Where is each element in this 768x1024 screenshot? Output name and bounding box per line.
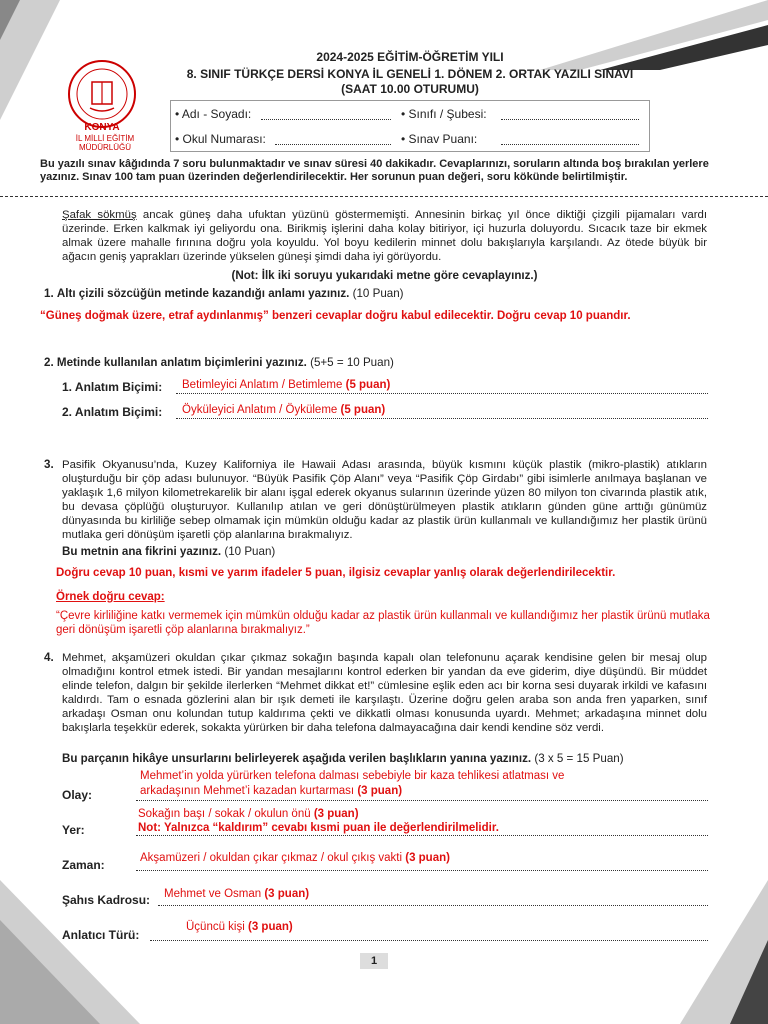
question-3: Bu metnin ana fikrini yazınız. (10 Puan): [62, 545, 276, 558]
question-1: 1. Altı çizili sözcüğün metinde kazandığı anlamı yazınız. (10 Puan): [44, 287, 404, 300]
exam-instructions: Bu yazılı sınav kâğıdında 7 soru bulunmaktadır ve sınav süresi 40 dakikadır. Cevaplarınızı, soruların altında boş bırakılan yerlere yazınız. Sınav 100 tam puan üzerinden değerlendirilecektir. Her sorunun puan değeri, soru kökünde belirtilmiştir.: [40, 158, 709, 183]
passage-1: [62, 208, 707, 264]
q2-item2-answer: Öyküleyici Anlatım / Öyküleme (5 puan): [182, 404, 386, 416]
page-number: 1: [360, 953, 388, 969]
header-exam-title: 8. SINIF TÜRKÇE DERSİ KONYA İL GENELİ 1. DÖNEM 2. ORTAK YAZILI SINAVI: [186, 67, 634, 81]
olay-answer-1: Mehmet’in yolda yürürken telefona dalması sebebiyle bir kaza tehlikesi atlatması ve: [140, 770, 565, 782]
score-label: • Sınav Puanı:: [401, 132, 478, 146]
name-label: • Adı - Soyadı:: [175, 107, 252, 121]
yer-line[interactable]: [136, 835, 708, 836]
answer-1: “Güneş doğmak üzere, etraf aydınlanmış” benzeri cevaplar doğru kabul edilecektir. Doğru cevap 10 puandır.: [40, 310, 631, 322]
q2-item1-label: 1. Anlatım Biçimi:: [62, 380, 163, 394]
name-field[interactable]: [261, 119, 391, 120]
zaman-label: Zaman:: [62, 858, 105, 872]
number-field[interactable]: [275, 144, 391, 145]
logo-name: KONYA: [84, 122, 120, 133]
note-first-two: (Not: İlk iki soruyu yukarıdaki metne göre cevaplayınız.): [231, 269, 538, 282]
sahis-line[interactable]: [158, 905, 708, 906]
anlatici-label: Anlatıcı Türü:: [62, 928, 140, 942]
question-4: Bu parçanın hikâye unsurlarını belirleyerek aşağıda verilen başlıkların yanına yazınız. (3 x 5 = 15 Puan): [62, 752, 624, 765]
dashed-divider: [0, 196, 768, 197]
q4-number: 4.: [44, 651, 54, 664]
ministry-logo-icon: [66, 58, 138, 130]
sahis-label: Şahıs Kadrosu:: [62, 893, 151, 907]
score-field[interactable]: [501, 144, 639, 145]
header-session: (SAAT 10.00 OTURUMU): [341, 82, 479, 96]
yer-note: Not: Yalnızca “kaldırım” cevabı kısmi puan ile değerlendirilmelidir.: [138, 822, 499, 834]
class-field[interactable]: [501, 119, 639, 120]
zaman-line[interactable]: [136, 870, 708, 871]
anlatici-line[interactable]: [150, 940, 708, 941]
q2-item2-label: 2. Anlatım Biçimi:: [62, 405, 163, 419]
example-answer: “Çevre kirliliğine katkı vermemek için mümkün olduğu kadar az plastik ürün kullanmalı ve kullandığımız her plastik ürünü mutlaka geri dönüşüm işaretli çöp alanlarına bırakmalıyız.”: [56, 610, 710, 636]
answer-3-rubric: Doğru cevap 10 puan, kısmi ve yarım ifadeler 5 puan, ilgisiz cevaplar yanlış olarak değerlendirilecektir.: [56, 567, 616, 579]
q2-item2-line[interactable]: [176, 418, 708, 419]
number-label: • Okul Numarası:: [175, 132, 266, 146]
passage-1-text: ancak güneş daha ufuktan yüzünü göstermemişti. Annesinin birkaç yıl önce diktiği çizgili pijamaları vardı üzerinde. Erken kalkmak iyi geliyordu ona. Birikmiş işlerini daha kolay bitiriyor, içi huzurla doluyordu. Sıcacık taze bir ekmek almak üzere mahalle fırınına doğru yola koyuldu. Yol boyu kedilerin minnet dolu bakışlarıyla karşılandı. Az ötede büyük bir ağacın geniş yaprakları üzerinde yükselen güneşi şimdi daha iyi görüyordu.: [62, 209, 707, 263]
q2-item1-answer: Betimleyici Anlatım / Betimleme (5 puan): [182, 379, 391, 391]
class-label: • Sınıfı / Şubesi:: [401, 107, 487, 121]
olay-line[interactable]: [136, 800, 708, 801]
yer-answer: Sokağın başı / sokak / okulun önü (3 puan): [138, 808, 359, 820]
passage-4: Mehmet, akşamüzeri okuldan çıkar çıkmaz sokağın başında kapalı olan telefonunu açarak kendisine gelen bir mesaj olup olmadığını kontrol etmek istedi. Bir yandan mesajlarını kontrol ederken bir yandan da eve giderim, diye düşündü. Bir müddet elinde telefon, dalgın bir şekilde ilerlerken “Mehmet dikkat et!” cümlesine eşlik eden acı bir korna sesi duyarak irkildi ve kafasını kaldırdı. Tam o esnada gözlerini alan bir ışık demeti ile karşılaştı. Üzerine doğru gelen araba son anda fren yaparken, sınıf arkadaşı Osman onu kolundan tutup kaldırıma çekti ve dikkatli olması konusunda uyardı. Mehmet; arkadaşına minnet dolu bakışlarla teşekkür ederek, sokakta yürürken bir daha telefona dalmayacağına dair kendi kendine söz verdi.: [62, 652, 707, 734]
anlatici-answer: Üçüncü kişi (3 puan): [186, 921, 293, 933]
olay-answer-2: arkadaşının Mehmet’i kazadan kurtarması (3 puan): [140, 785, 403, 797]
underlined-phrase: Şafak sökmüş: [62, 209, 137, 221]
logo-subtitle: İL MİLLİ EĞİTİM MÜDÜRLÜĞÜ: [75, 134, 135, 152]
passage-3: Pasifik Okyanusu’nda, Kuzey Kaliforniya ile Hawaii Adası arasında, büyük kısmını küçük plastik (mikro-plastik) atıkların oluşturduğu bir çöp adası bulunuyor. “Büyük Pasifik Çöp Alanı” veya “Pasifik Çöp Girdabı” gibi isimlerle anılmaya başlanan ve yaklaşık 1,6 milyon kilometrekarelik bir alanı işgal ederek okyanus sularının üzerinde yüzen 80 milyon ton civarında plastik atık, bu devasa çöplüğü oluşturuyor. Kullanılıp atılan ve geri dönüştürülmeyen plastik atıkların günden güne arttığı günümüz dünyasında bu kirliliğe sebep olmamak için mümkün olduğu kadar az plastik ürün kullanmalı ve kullandığımız her plastik ürünü mutlaka geri dönüşüm işaretli çöp alanlarına bırakmalıyız.: [62, 459, 707, 541]
sahis-answer: Mehmet ve Osman (3 puan): [164, 888, 310, 900]
q3-number: 3.: [44, 458, 54, 471]
header-year: 2024-2025 EĞİTİM-ÖĞRETİM YILI: [316, 50, 504, 64]
student-info-box: [170, 100, 650, 152]
olay-label: Olay:: [62, 788, 93, 802]
example-answer-label: Örnek doğru cevap:: [56, 591, 165, 603]
question-2: 2. Metinde kullanılan anlatım biçimlerini yazınız. (5+5 = 10 Puan): [44, 356, 394, 369]
q2-item1-line[interactable]: [176, 393, 708, 394]
bottom-right-corner-decoration: [640, 880, 768, 1024]
zaman-answer: Akşamüzeri / okuldan çıkar çıkmaz / okul çıkış vakti (3 puan): [140, 852, 450, 864]
yer-label: Yer:: [62, 823, 85, 837]
